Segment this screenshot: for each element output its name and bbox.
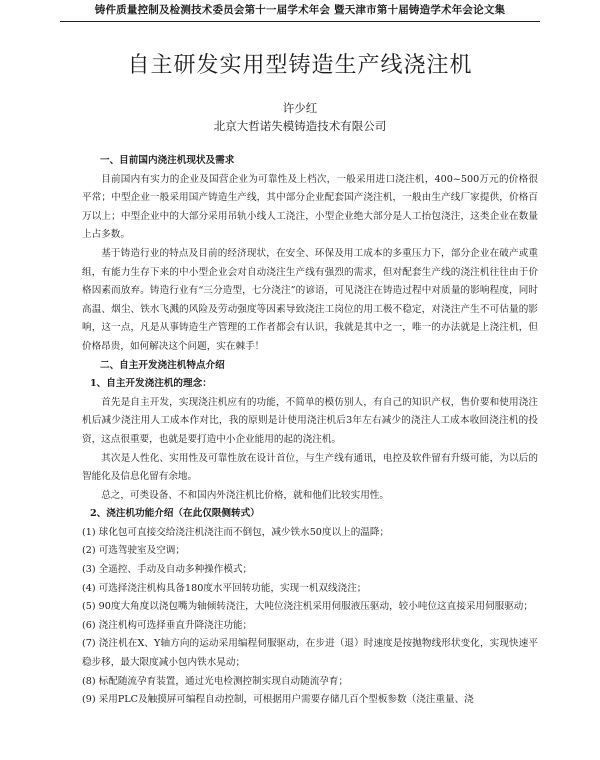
paragraph: 基于铸造行业的特点及目前的经济现状，在安全、环保及用工成本的多重压力下，部分企业在破产或重组，有能力生存下来的中小型企业会对自动浇注生产线有强烈的需求，但对配套生产线的浇注机往往由于价格因素而放弃。铸造行业有“三分造型，七分浇注”的谚语，可见浇注在铸造过程中对质量的影响程度，同时高温、烟尘、铁水飞溅的风险及劳动强度等因素导致浇注工岗位的用工极不稳定，对浇注产生不可估量的影响，这一点，凡是从事铸造生产管理的工作者都会有认识，我就是其中之一，唯一的办法就是上浇注机，但价格昂贵，如何解决这个问题，实在棘手！	[82, 247, 538, 352]
running-head: 铸件质量控制及检测技术委员会第十一届学术年会 暨天津市第十届铸造学术年会论文集	[94, 4, 506, 16]
subsection-heading-2: 2、浇注机功能介绍（在此仅限侧转式）	[90, 508, 260, 520]
subsection-heading-1: 1、自主开发浇注机的理念：	[90, 378, 212, 390]
list-item: (6) 浇注机构可选择垂直升降浇注功能；	[82, 619, 253, 631]
article-body	[82, 152, 538, 710]
list-item: (9) 采用PLC及触摸屏可编程自动控制，可根据用户需要存储几百个型板参数（浇注重量、浇	[82, 694, 474, 706]
paragraph: 总之，可类设备、不和国内外浇注机比价格，就和他们比较实用性。	[101, 489, 389, 501]
paragraph: 目前国内有实力的企业及国营企业为可靠性及上档次，一般采用进口浇注机，400~500万元的价格很平常；中型企业一般采用国产铸造生产线，其中部分企业配套国产浇注机，一般由生产线厂家提供，价格百万以上；中型企业中的大部分采用吊轨小线人工浇注，小型企业绝大部分是人工抬包浇注，这类企业在数量上占多数。	[82, 173, 538, 241]
header-rule	[60, 21, 540, 22]
section-heading-2: 二、自主开发浇注机特点介绍	[100, 359, 225, 371]
paragraph: 首先是自主开发，实现浇注机应有的功能，不简单的模仿别人，有自己的知识产权，售价要和使用浇注机后减少浇注用人工成本作对比，我的原则是计使用浇注机后3年左右减少的浇注人工成本收回浇注机的投资，这点很重要，也就是要打造中小企业能用的起的浇注机。	[82, 396, 538, 445]
list-item: (5) 90度大角度以浇包嘴为轴倾转浇注，大吨位浇注机采用伺服液压驱动，较小吨位这直接采用伺服驱动；	[82, 601, 533, 613]
section-heading-1: 一、目前国内浇注机现状及需求	[100, 155, 235, 166]
paragraph: 其次是人性化、实用性及可靠性放在设计首位，与生产线有通讯，电控及软件留有升级可能，为以后的智能化及信息化留有余地。	[82, 452, 538, 483]
list-item: (2) 可选驾驶室及空调；	[82, 545, 185, 557]
author-affiliation: 北京大哲诺失模铸造技术有限公司	[213, 119, 387, 133]
list-item: (7) 浇注机在X、Y轴方向的运动采用编程伺服驱动，在步进（退）时速度是按抛物线形状变化，实现快速平稳步移，最大限度减小包内铁水晃动；	[82, 638, 538, 669]
author-name: 许少红	[282, 101, 318, 115]
list-item: (4) 可选择浇注机构具备180度水平回转功能，实现一机双线浇注；	[82, 582, 367, 594]
list-item: (8) 标配随流孕育装置，通过光电检测控制实现自动随流孕育；	[82, 675, 349, 687]
list-item: (3) 全遥控、手动及自动多种操作模式；	[82, 564, 253, 576]
article-title: 自主研发实用型铸造生产线浇注机	[127, 53, 473, 78]
list-item: (1) 球化包可直接交给浇注机浇注而不倒包，减少铁水50度以上的温降；	[82, 526, 390, 538]
